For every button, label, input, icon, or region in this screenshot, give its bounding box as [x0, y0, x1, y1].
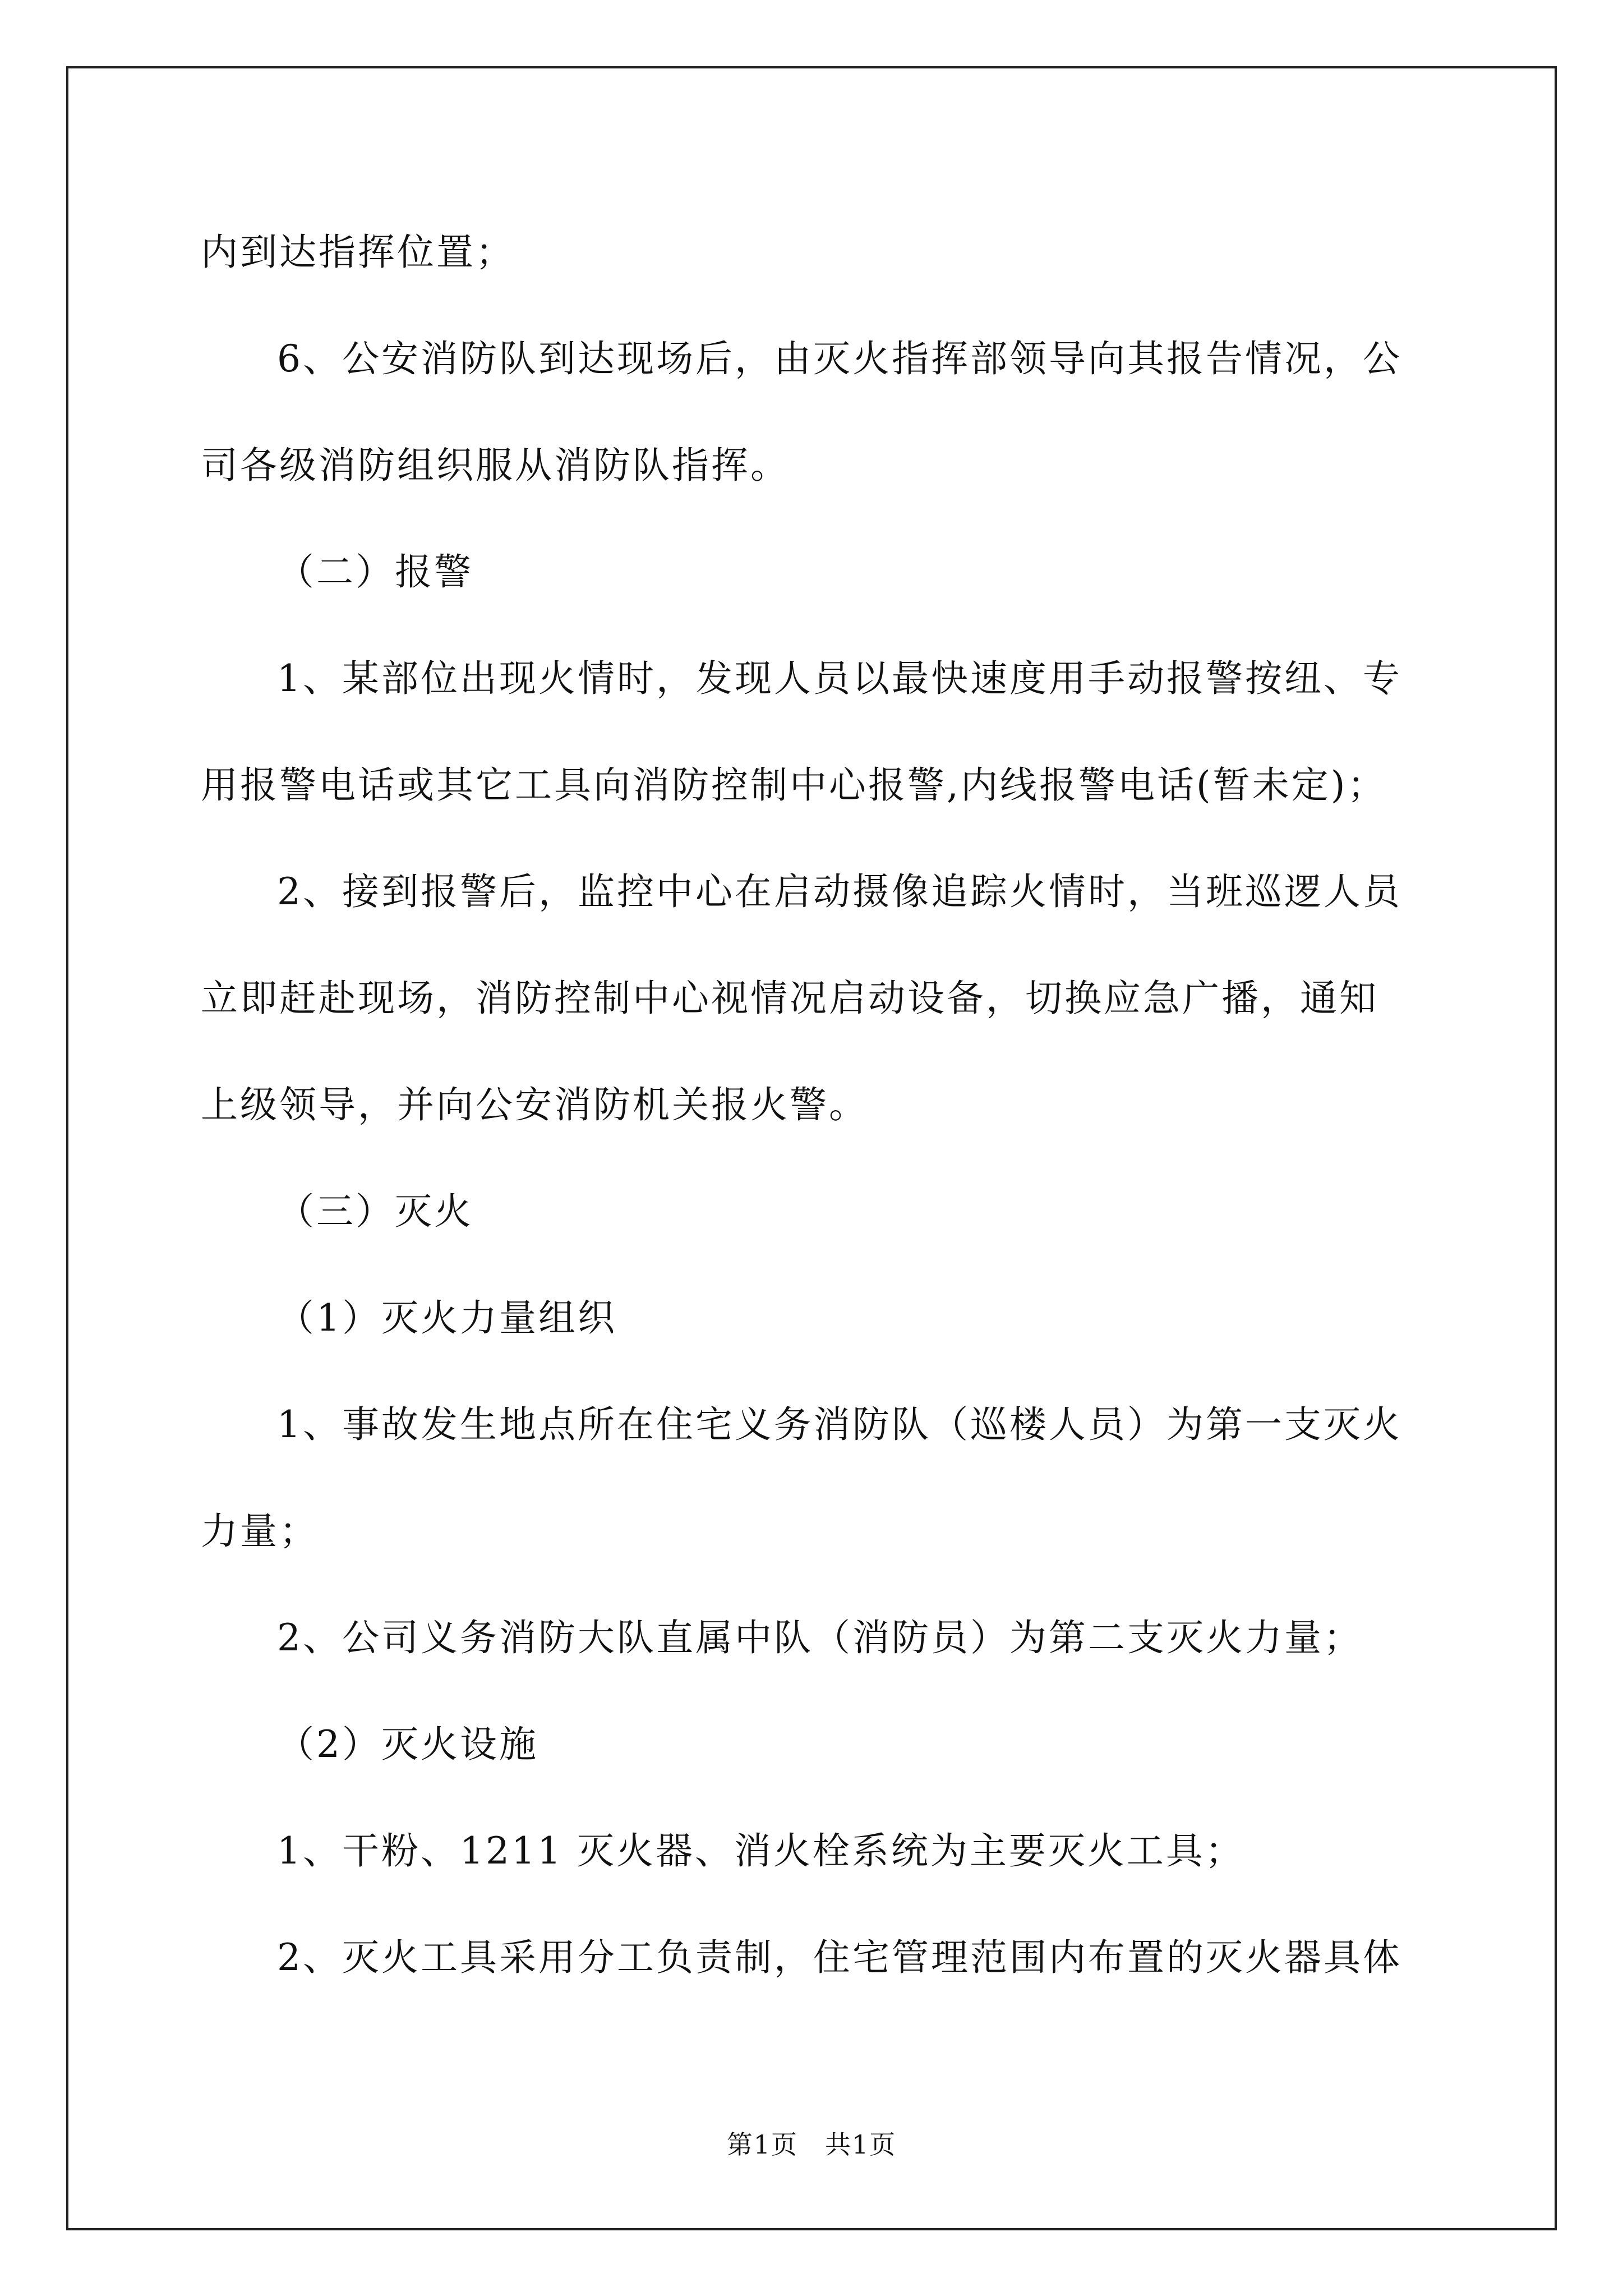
text-line-5: 1、某部位出现火情时，发现人员以最快速度用手动报警按纽、专 [277, 657, 1402, 700]
text-line-17: 2、灭火工具采用分工负责制，住宅管理范围内布置的灭火器具体 [277, 1936, 1402, 1979]
section-heading-firefighting: （三）灭火 [277, 1190, 473, 1233]
subheading-facilities: （2）灭火设施 [277, 1723, 538, 1766]
text-line-7: 2、接到报警后，监控中心在启动摄像追踪火情时，当班巡逻人员 [277, 870, 1402, 913]
text-line-1: 内到达指挥位置； [201, 231, 515, 274]
text-line-6: 用报警电话或其它工具向消防控制中心报警,内线报警电话(暂未定)； [201, 763, 1387, 807]
text-line-14: 2、公司义务消防大队直属中队（消防员）为第二支灭火力量； [277, 1616, 1363, 1659]
page-footer: 第1页 共1页 [726, 2129, 897, 2160]
text-line-8: 立即赶赴现场，消防控制中心视情况启动设备，切换应急广播，通知 [201, 977, 1378, 1020]
text-line-3: 司各级消防组织服从消防队指挥。 [201, 444, 790, 487]
section-heading-alarm: （二）报警 [277, 550, 473, 593]
subheading-force-organization: （1）灭火力量组织 [277, 1296, 617, 1340]
text-line-2: 6、公安消防队到达现场后，由灭火指挥部领导向其报告情况，公 [277, 337, 1402, 380]
page-border [66, 66, 1557, 2230]
text-line-16: 1、干粉、1211 灭火器、消火栓系统为主要灭火工具； [277, 1829, 1244, 1872]
text-line-9: 上级领导，并向公安消防机关报火警。 [201, 1083, 868, 1126]
text-line-12: 1、事故发生地点所在住宅义务消防队（巡楼人员）为第一支灭火 [277, 1403, 1402, 1446]
text-line-13: 力量； [201, 1510, 319, 1553]
